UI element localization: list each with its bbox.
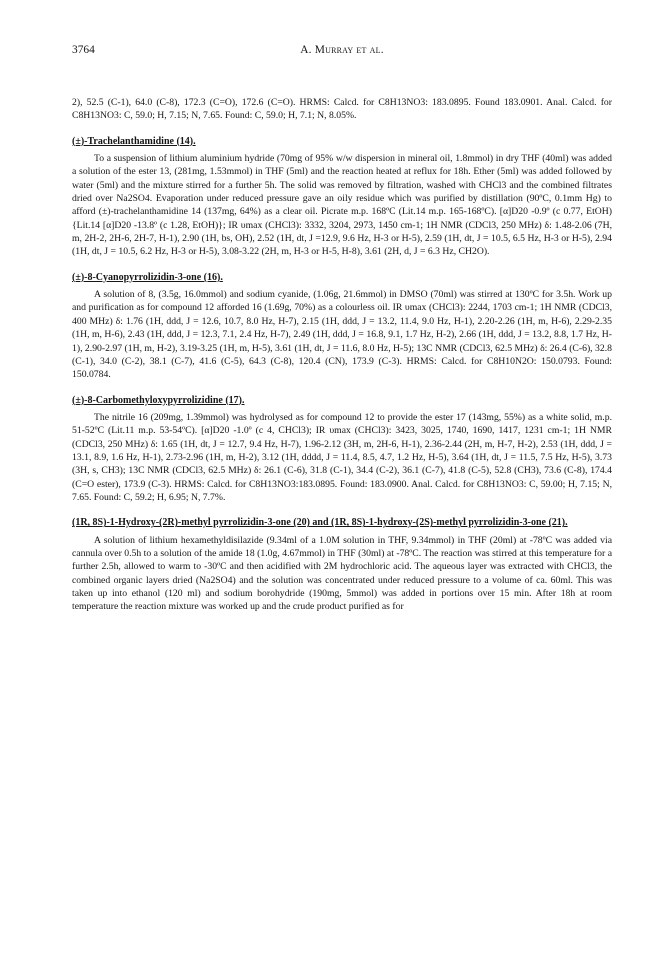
section-body: The nitrile 16 (209mg, 1.39mmol) was hydrolysed as for compound 12 to provide the ester 17 (143mg, 55%) as a white solid, m.p. 51-52ºC (Lit.11 m.p. 53-54ºC). [α]D20 -1.0º (c 4, CHCl3); IR υmax (CHCl3): 3423, 3025, 1740, 1690, 1417, 1231 cm-1; 1H NMR (CDCl3, 250 MHz) δ: 1.65 (1H, dt, J = 12.7, 9.4 Hz, H-7), 1.96-2.12 (3H, m, 2H-6, H-1), 2.36-2.44 (2H, m, H-7, H-2), 2.53 (1H, ddd, J = 13.1, 8.9, 1.6 Hz, H-1), 2.73-2.96 (1H, m, H-2), 3.12 (1H, dddd, J = 11.4, 8.5, 4.7, 1.2 Hz, H-5), 3.64 (1H, dt, J = 11.5, 7.5 Hz, H-5), 3.73 (3H, s, CH3); 13C NMR (CDCl3, 62.5 MHz) δ: 26.1 (C-6), 31.8 (C-1), 34.4 (C-2), 36.1 (C-7), 41.8 (C-5), 52.8 (CH3), 73.6 (C-8), 174.4 (C=O ester), 173.9 (C-3). HRMS: Calcd. for C8H13NO3:183.0895. Found: 183.0900. Anal. Calcd. for C8H13NO3: C, 59.00; H, 7.15; N, 7.65. Found: C, 59.2; H, 6.95; N, 7.7%. (72, 411, 612, 503)
section-heading: (1R, 8S)-1-Hydroxy-(2R)-methyl pyrrolizidin-3-one (20) and (1R, 8S)-1-hydroxy-(2S)-methyl pyrrolizidin-3-one (21). (72, 517, 568, 529)
journal-page (72, 44, 612, 626)
continued-paragraph: 2), 52.5 (C-1), 64.0 (C-8), 172.3 (C=O), 172.6 (C=O). HRMS: Calcd. for C8H13NO3: 183.0895. Found 183.0901. Anal. Calcd. for C8H13NO3: C, 59.0; H, 7.15; N, 7.65. Found: C, 59.0; H, 7.1; N, 8.05%. (72, 97, 612, 122)
article-body (72, 96, 612, 614)
section-body: A solution of 8, (3.5g, 16.0mmol) and sodium cyanide, (1.06g, 21.6mmol) in DMSO (70ml) was stirred at 130ºC for 3.5h. Work up and purification as for compound 12 afforded 16 (1.69g, 70%) as a colourless oil. IR υmax (CHCl3): 2244, 1703 cm-1; 1H NMR (CDCl3, 400 MHz) δ: 1.76 (1H, ddd, J = 12.6, 10.7, 8.0 Hz, H-7), 2.15 (1H, ddd, J = 13.2, 11.4, 9.0 Hz, H-1), 2.20-2.26 (1H, m, H-6), 2.29-2.35 (1H, m, H-6), 2.43 (1H, ddd, J = 12.3, 7.1, 2.4 Hz, H-7), 2.49 (1H, ddd, J = 16.8, 9.1, 1.7 Hz, H-2), 2.66 (1H, ddd, J = 13.2, 8.8, 1.7 Hz, H-1), 2.90-2.97 (1H, m, H-2), 3.19-3.25 (1H, m, H-5), 3.61 (1H, dt, J = 11.6, 8.0 Hz, H-5); 13C NMR (CDCl3, 62.5 MHz) δ: 26.4 (C-6), 32.8 (C-1), 34.0 (C-2), 38.1 (C-7), 41.6 (C-5), 64.3 (C-8), 120.4 (CN), 173.9 (C-3). HRMS: Calcd. for C8H10N2O: 150.0793. Found: 150.0784. (72, 289, 612, 381)
running-head: A. Murray et al. (300, 44, 384, 56)
section-body: A solution of lithium hexamethyldisilazide (9.34ml of a 1.0M solution in THF, 9.34mmol) in THF (20ml) at -78ºC was added via cannula over 0.5h to a solution of the amide 18 (1.0g, 4.67mmol) in THF (30ml) at -78ºC. The reaction was stirred at this temperature for a further 2.5h, allowed to warm to -30ºC and then acidified with 2M hydrochloric acid. The aqueous layer was extracted with CHCl3, the combined organic layers dried (Na2SO4) and the solution was concentrated under reduced pressure to a volume of ca. 60ml. This was taken up into ethanol (120 ml) and sodium borohydride (190mg, 5mmol) was added in portions over 15 min. After 18h at room temperature the reaction mixture was worked up and the crude product purified as for (72, 534, 612, 613)
page-header (72, 44, 612, 62)
section-cyanopyrrolizidinone (72, 271, 612, 382)
page-number: 3764 (72, 44, 95, 56)
section-trachelanthamidine (72, 135, 612, 259)
section-hydroxy-methyl-pyrrolizidinones (72, 516, 612, 613)
section-heading: (±)-8-Carbomethyloxypyrrolizidine (17). (72, 394, 245, 406)
section-heading: (±)-8-Cyanopyrrolizidin-3-one (16). (72, 271, 223, 283)
section-heading: (±)-Trachelanthamidine (14). (72, 135, 196, 147)
section-carbomethyloxypyrrolizidine (72, 394, 612, 505)
section-body: To a suspension of lithium aluminium hydride (70mg of 95% w/w dispersion in mineral oil, 1.8mmol) in dry THF (40ml) was added a solution of the ester 13, (281mg, 1.53mmol) in THF (5ml) and the reaction heated at reflux for 18h. Ether (5ml) was added followed by water (5ml) and the mixture stirred for a further 5h. The solid was removed by filtration, washed with CHCl3 and the combined filtrates dried over Na2SO4. Evaporation under reduced pressure gave an oily residue which was purified by distillation (90ºC, 0.1mm Hg) to afford (±)-trachelanthamidine 14 (137mg, 64%) as a clear oil. Picrate m.p. 168ºC (Lit.14 m.p. 165-168ºC). [α]D20 -0.9º (c 0.77, EtOH) {Lit.14 [α]D20 -13.8º (c 1.28, EtOH)}; IR υmax (CHCl3): 3332, 3204, 2973, 1450 cm-1; 1H NMR (CDCl3, 250 MHz) δ: 1.48-2.06 (7H, m, 2H-2, 2H-6, 2H-7, H-1), 2.90 (1H, bs, OH), 2.52 (1H, dt, J =12.9, 9.6 Hz, H-3 or H-5), 2.59 (1H, dt, J = 10.5, 6.5 Hz, H-3 or H-5), 2.94 (1H, dt, J = 10.5, 6.2 Hz, H-3 or H-5), 3.08-3.22 (2H, m, H-3 or H-5, H-8), 3.61 (2H, d, J = 6.3 Hz, CH2O). (72, 153, 612, 258)
